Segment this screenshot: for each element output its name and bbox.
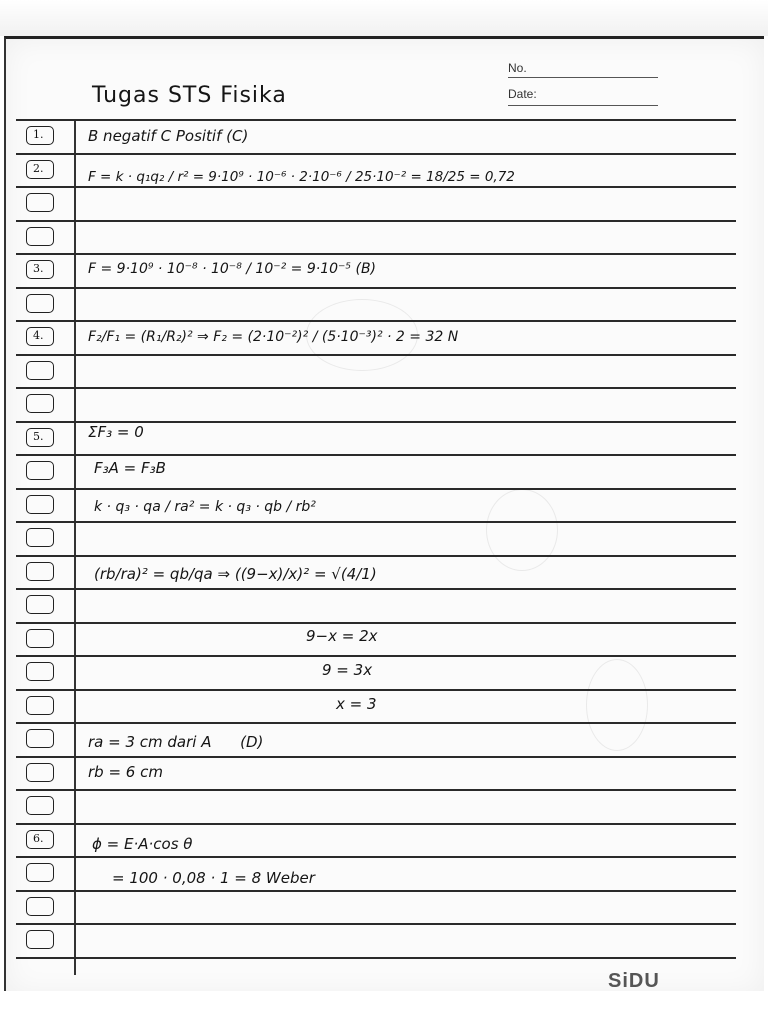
number-box bbox=[26, 193, 54, 212]
ruled-line bbox=[16, 722, 736, 724]
number-box bbox=[26, 930, 54, 949]
answer-5-step-3: x = 3 bbox=[336, 695, 377, 713]
number-box: 5. bbox=[26, 428, 54, 447]
ruled-line bbox=[16, 555, 736, 557]
number-box bbox=[26, 662, 54, 681]
number-box bbox=[26, 897, 54, 916]
answer-5-sum: ΣF₃ = 0 bbox=[88, 423, 144, 441]
scan-background-bottom bbox=[0, 991, 768, 1024]
ruled-line bbox=[16, 923, 736, 925]
number-box bbox=[26, 528, 54, 547]
ruled-line bbox=[16, 588, 736, 590]
no-line bbox=[508, 77, 658, 78]
ruled-line bbox=[16, 454, 736, 456]
number-box bbox=[26, 863, 54, 882]
bleed-through-mark bbox=[486, 489, 558, 571]
number-box: 1. bbox=[26, 126, 54, 145]
answer-5-step-2: 9 = 3x bbox=[322, 661, 373, 679]
ruled-line bbox=[16, 890, 736, 892]
ruled-line bbox=[16, 756, 736, 758]
ruled-line bbox=[16, 153, 736, 155]
answer-6-phi: ϕ = E·A·cos θ bbox=[92, 835, 193, 853]
number-box bbox=[26, 729, 54, 748]
number-box bbox=[26, 629, 54, 648]
answer-4-formula: F₂/F₁ = (R₁/R₂)² ⇒ F₂ = (2·10⁻²)² / (5·10⁻³)² · 2 = 32 N bbox=[88, 329, 459, 345]
ruled-line bbox=[16, 253, 736, 255]
answer-5-step-1: 9−x = 2x bbox=[306, 627, 378, 645]
answer-5-ra: ra = 3 cm dari A (D) bbox=[88, 733, 264, 751]
ruled-line bbox=[16, 186, 736, 188]
number-box bbox=[26, 361, 54, 380]
ruled-line bbox=[16, 354, 736, 356]
no-label: No. bbox=[508, 61, 527, 75]
scan-background-top bbox=[0, 0, 768, 36]
ruled-line bbox=[16, 287, 736, 289]
ruled-line bbox=[16, 521, 736, 523]
brand-logo: SiDU bbox=[608, 970, 660, 992]
ruled-line bbox=[16, 789, 736, 791]
ruled-line bbox=[16, 957, 736, 959]
answer-1: B negatif C Positif (C) bbox=[88, 127, 249, 145]
answer-5-equality: F₃A = F₃B bbox=[94, 459, 166, 477]
answer-2-formula: F = k · q₁q₂ / r² = 9·10⁹ · 10⁻⁶ · 2·10⁻⁶ / 25·10⁻² = 18/25 = 0,72 bbox=[88, 169, 515, 185]
notebook-page bbox=[4, 36, 764, 994]
answer-5-rb: rb = 6 cm bbox=[88, 763, 163, 781]
number-box bbox=[26, 796, 54, 815]
ruled-line bbox=[16, 689, 736, 691]
margin-line bbox=[74, 119, 76, 975]
number-box: 4. bbox=[26, 327, 54, 346]
number-box: 6. bbox=[26, 830, 54, 849]
number-box bbox=[26, 227, 54, 246]
ruled-line bbox=[16, 488, 736, 490]
number-box bbox=[26, 595, 54, 614]
ruled-line bbox=[16, 622, 736, 624]
number-box bbox=[26, 696, 54, 715]
ruled-line bbox=[16, 220, 736, 222]
date-line bbox=[508, 105, 658, 106]
ruled-line bbox=[16, 119, 736, 121]
ruled-line bbox=[16, 856, 736, 858]
answer-3-formula: F = 9·10⁹ · 10⁻⁸ · 10⁻⁸ / 10⁻² = 9·10⁻⁵ (B) bbox=[88, 261, 377, 277]
ruled-line bbox=[16, 823, 736, 825]
answer-5-force: k · q₃ · qa / ra² = k · q₃ · qb / rb² bbox=[94, 499, 316, 515]
number-box bbox=[26, 495, 54, 514]
answer-5-ratio: (rb/ra)² = qb/qa ⇒ ((9−x)/x)² = √(4/1) bbox=[94, 565, 377, 583]
number-box: 3. bbox=[26, 260, 54, 279]
bleed-through-mark bbox=[586, 659, 648, 751]
number-box bbox=[26, 562, 54, 581]
ruled-line bbox=[16, 320, 736, 322]
answer-6-calc: = 100 · 0,08 · 1 = 8 Weber bbox=[112, 869, 315, 887]
number-box bbox=[26, 461, 54, 480]
number-box bbox=[26, 294, 54, 313]
ruled-line bbox=[16, 655, 736, 657]
date-label: Date: bbox=[508, 87, 537, 101]
number-box bbox=[26, 394, 54, 413]
number-box bbox=[26, 763, 54, 782]
ruled-line bbox=[16, 387, 736, 389]
page-title: Tugas STS Fisika bbox=[92, 83, 287, 108]
number-box: 2. bbox=[26, 160, 54, 179]
